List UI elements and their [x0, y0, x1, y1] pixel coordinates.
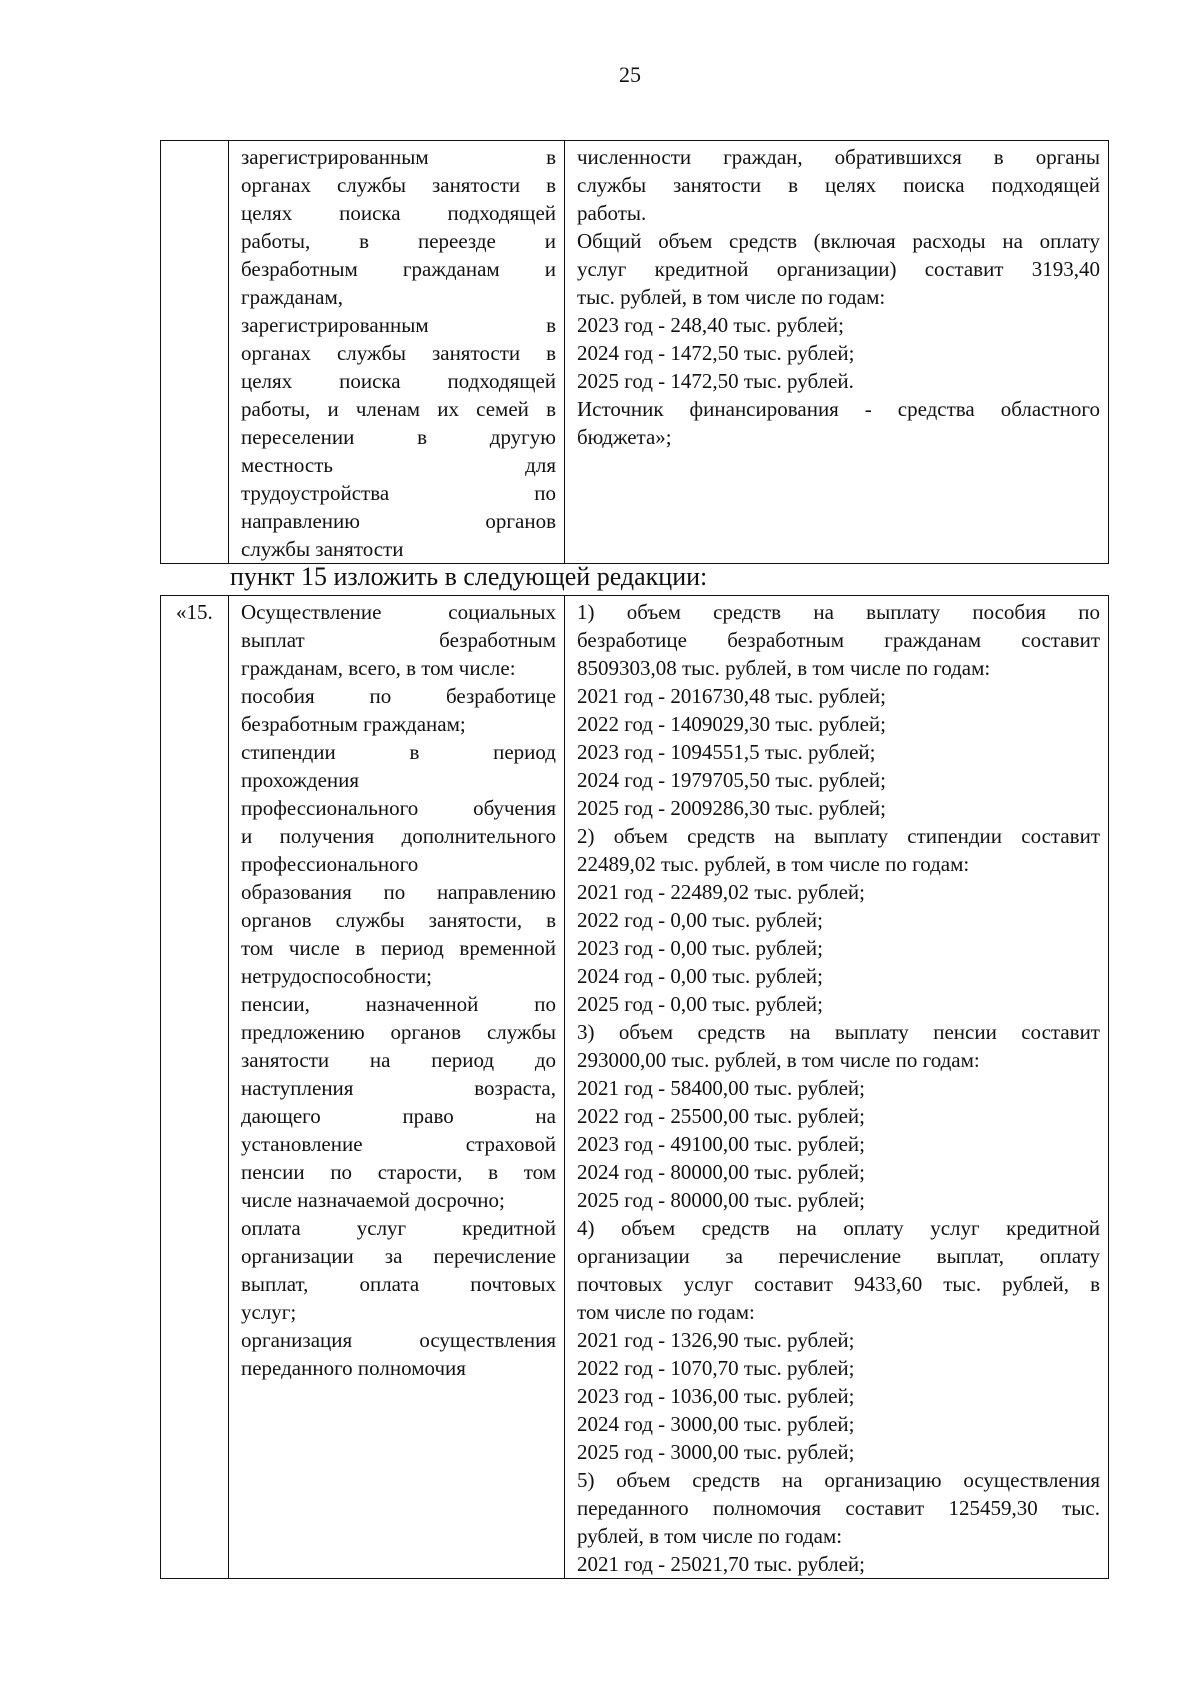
- measure-description-line: 2025 год - 3000,00 тыс. рублей;: [577, 1440, 855, 1464]
- measure-description-cell: [565, 141, 1109, 564]
- measure-description-line: 22489,02 тыс. рублей, в том числе по годам:: [577, 852, 970, 876]
- measure-description-line: 2025 год - 2009286,30 тыс. рублей;: [577, 796, 887, 820]
- measure-name-line: нетрудоспособности;: [241, 964, 433, 988]
- measure-description-line: 2023 год - 49100,00 тыс. рублей;: [577, 1132, 866, 1156]
- measure-description-line: 2025 год - 1472,50 тыс. рублей.: [577, 369, 854, 393]
- amendment-intro-text: пункт 15 изложить в следующей редакции:: [230, 562, 708, 591]
- measure-description-line: 2024 год - 3000,00 тыс. рублей;: [577, 1412, 855, 1436]
- measure-name-line: пенсии, назначенной по: [241, 992, 556, 1016]
- measure-description-line: 2024 год - 1472,50 тыс. рублей;: [577, 341, 855, 365]
- measure-name-line: органов службы занятости, в: [241, 908, 556, 932]
- measure-description-line: тыс. рублей, в том числе по годам:: [577, 285, 886, 309]
- measure-name-line: числе назначаемой досрочно;: [241, 1188, 505, 1212]
- measure-name-line: профессионального обучения: [241, 796, 556, 820]
- item-number: «15.: [176, 600, 213, 624]
- measure-description-line: 2025 год - 0,00 тыс. рублей;: [577, 992, 824, 1016]
- measure-name-line: целях поиска подходящей: [241, 201, 556, 225]
- measure-name-line: стипендии в период: [241, 740, 556, 764]
- measure-description-line: численности граждан, обратившихся в органы: [577, 145, 1100, 169]
- measure-description-line: 2025 год - 80000,00 тыс. рублей;: [577, 1188, 866, 1212]
- table-row: [161, 141, 1109, 564]
- measure-name-line: переданного полномочия: [241, 1356, 466, 1380]
- measure-name-line: предложению органов службы: [241, 1020, 556, 1044]
- measure-description-line: 8509303,08 тыс. рублей, в том числе по годам:: [577, 656, 991, 680]
- measure-description-line: 2022 год - 0,00 тыс. рублей;: [577, 908, 824, 932]
- measure-name-line: пособия по безработице: [241, 684, 556, 708]
- measure-name-line: организация осуществления: [241, 1328, 556, 1352]
- measure-name-line: направлению органов: [241, 509, 556, 533]
- measure-description-line: 2) объем средств на выплату стипендии составит: [577, 824, 1100, 848]
- measure-description-line: 2024 год - 0,00 тыс. рублей;: [577, 964, 824, 988]
- measure-description-line: 293000,00 тыс. рублей, в том числе по годам:: [577, 1048, 980, 1072]
- measure-name-line: занятости на период до: [241, 1048, 556, 1072]
- measure-name-line: оплата услуг кредитной: [241, 1216, 556, 1240]
- measure-name-line: гражданам,: [241, 285, 344, 309]
- program-table-item-15: [160, 595, 1109, 1579]
- measure-name-line: целях поиска подходящей: [241, 369, 556, 393]
- measure-description-line: 2021 год - 58400,00 тыс. рублей;: [577, 1076, 866, 1100]
- measure-name-line: прохождения: [241, 768, 360, 792]
- measure-description-line: 2023 год - 248,40 тыс. рублей;: [577, 313, 845, 337]
- measure-name-line: профессионального: [241, 852, 419, 876]
- measure-name-line: органах службы занятости в: [241, 341, 556, 365]
- measure-name-cell: [229, 596, 565, 1579]
- measure-description-line: 5) объем средств на организацию осуществления: [577, 1468, 1100, 1492]
- measure-description-line: бюджета»;: [577, 425, 672, 449]
- measure-description-line: безработице безработным гражданам составит: [577, 628, 1100, 652]
- measure-description-line: рублей, в том числе по годам:: [577, 1524, 843, 1548]
- measure-description-line: услуг кредитной организации) составит 3193,40: [577, 257, 1100, 281]
- measure-description-line: 2023 год - 1094551,5 тыс. рублей;: [577, 740, 876, 764]
- measure-name-line: наступления возраста,: [241, 1076, 556, 1100]
- measure-name-line: и получения дополнительного: [241, 824, 556, 848]
- measure-name-line: зарегистрированным в: [241, 313, 556, 337]
- measure-name-line: органах службы занятости в: [241, 173, 556, 197]
- measure-description-line: 2023 год - 1036,00 тыс. рублей;: [577, 1384, 855, 1408]
- measure-description-line: Общий объем средств (включая расходы на оплату: [577, 229, 1100, 253]
- measure-name-line: установление страховой: [241, 1132, 556, 1156]
- measure-name-line: Осуществление социальных: [241, 600, 556, 624]
- measure-description-line: 3) объем средств на выплату пенсии составит: [577, 1020, 1100, 1044]
- table-row: [161, 596, 1109, 1579]
- measure-name-line: службы занятости: [241, 537, 404, 561]
- measure-description-line: 2021 год - 22489,02 тыс. рублей;: [577, 880, 866, 904]
- measure-description-line: 2021 год - 1326,90 тыс. рублей;: [577, 1328, 855, 1352]
- measure-name-cell: [229, 141, 565, 564]
- measure-description-line: 2022 год - 25500,00 тыс. рублей;: [577, 1104, 866, 1128]
- measure-name-line: выплат, оплата почтовых: [241, 1272, 556, 1296]
- measure-name-line: организации за перечисление: [241, 1244, 556, 1268]
- measure-description-line: 2024 год - 80000,00 тыс. рублей;: [577, 1160, 866, 1184]
- measure-description-line: Источник финансирования - средства областного: [577, 397, 1100, 421]
- measure-name-line: дающего право на: [241, 1104, 556, 1128]
- measure-description-line: 2024 год - 1979705,50 тыс. рублей;: [577, 768, 887, 792]
- measure-description-line: 2021 год - 25021,70 тыс. рублей;: [577, 1552, 866, 1576]
- measure-description-line: 1) объем средств на выплату пособия по: [577, 600, 1100, 624]
- measure-name-line: образования по направлению: [241, 880, 556, 904]
- measure-name-line: работы, в переезде и: [241, 229, 556, 253]
- measure-description-line: организации за перечисление выплат, оплату: [577, 1244, 1100, 1268]
- measure-name-line: работы, и членам их семей в: [241, 397, 556, 421]
- measure-description-line: почтовых услуг составит 9433,60 тыс. рублей, в: [577, 1272, 1100, 1296]
- measure-description-line: 2022 год - 1409029,30 тыс. рублей;: [577, 712, 887, 736]
- item-number-cell: [161, 141, 229, 564]
- program-table-continued: [160, 140, 1109, 564]
- measure-name-line: пенсии по старости, в том: [241, 1160, 556, 1184]
- measure-name-line: безработным гражданам и: [241, 257, 556, 281]
- item-number-cell: [161, 596, 229, 1579]
- measure-name-line: том числе в период временной: [241, 936, 556, 960]
- measure-description-line: службы занятости в целях поиска подходящей: [577, 173, 1100, 197]
- measure-description-line: 4) объем средств на оплату услуг кредитной: [577, 1216, 1100, 1240]
- measure-name-line: выплат безработным: [241, 628, 556, 652]
- measure-name-line: трудоустройства по: [241, 481, 556, 505]
- page-number: 25: [619, 62, 641, 87]
- measure-name-line: зарегистрированным в: [241, 145, 556, 169]
- measure-description-line: работы.: [577, 201, 647, 225]
- measure-name-line: услуг;: [241, 1300, 297, 1324]
- measure-description-line: переданного полномочия составит 125459,30 тыс.: [577, 1496, 1100, 1520]
- measure-description-cell: [565, 596, 1109, 1579]
- measure-name-line: гражданам, всего, в том числе:: [241, 656, 516, 680]
- measure-description-line: 2022 год - 1070,70 тыс. рублей;: [577, 1356, 855, 1380]
- measure-description-line: том числе по годам:: [577, 1300, 755, 1324]
- measure-name-line: безработным гражданам;: [241, 712, 466, 736]
- measure-name-line: переселении в другую: [241, 425, 556, 449]
- measure-description-line: 2023 год - 0,00 тыс. рублей;: [577, 936, 824, 960]
- measure-name-line: местность для: [241, 453, 556, 477]
- measure-description-line: 2021 год - 2016730,48 тыс. рублей;: [577, 684, 887, 708]
